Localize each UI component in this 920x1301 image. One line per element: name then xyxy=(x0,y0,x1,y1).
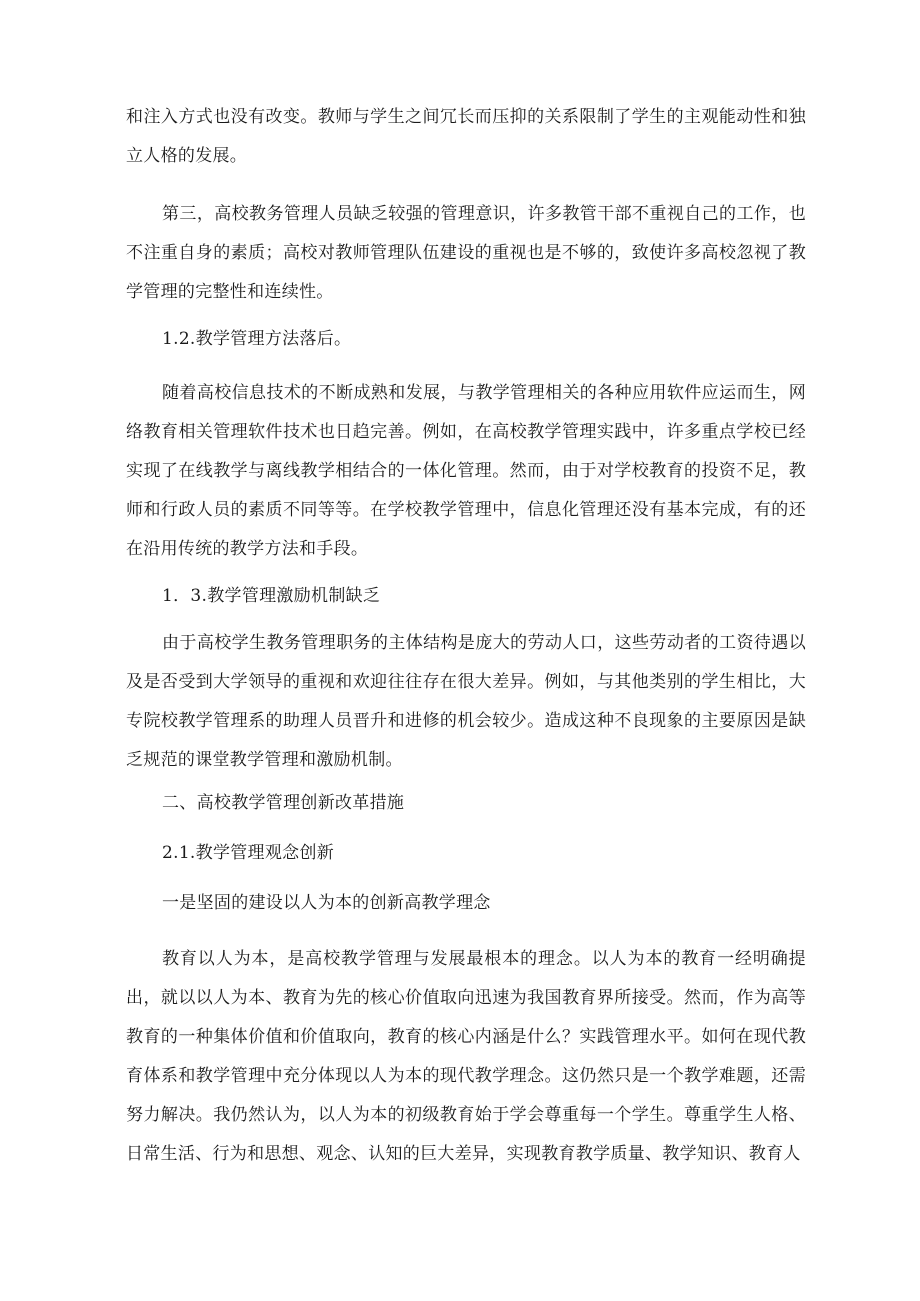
heading-2-1: 2.1.教学管理观念创新 xyxy=(162,843,335,863)
heading-1-2: 1.2.教学管理方法落后。 xyxy=(162,329,352,349)
paragraph-incentive: 由于高校学生教务管理职务的主体结构是庞大的劳动人口，这些劳动者的工资待遇以及是否受到大学领导的重视和欢迎往往存在很大差异。例如，与其他类别的学生相比，大专院校教学管理系的助理人员晋升和进修的机会较少。造成这种不良现象的主要原因是缺乏规范的课堂教学管理和激励机制。 xyxy=(126,633,806,770)
paragraph-information-technology: 随着高校信息技术的不断成熟和发展，与教学管理相关的各种应用软件应运而生，网络教育相关管理软件技术也日趋完善。例如，在高校教学管理实践中，许多重点学校已经实现了在线教学与离线教学相结合的一体化管理。然而，由于对学校教育的投资不足，教师和行政人员的素质不同等等。在学校教学管理中，信息化管理还没有基本完成，有的还在沿用传统的教学方法和手段。 xyxy=(126,383,806,559)
subheading-people-oriented: 一是坚固的建设以人为本的创新高教学理念 xyxy=(162,893,491,913)
heading-section-2: 二、高校教学管理创新改革措施 xyxy=(162,793,405,813)
heading-1-3: 1．3.教学管理激励机制缺乏 xyxy=(162,586,381,606)
paragraph-people-oriented-education: 教育以人为本，是高校教学管理与发展最根本的理念。以人为本的教育一经明确提出，就以以人为本、教育为先的核心价值取向迅速为我国教育界所接受。然而，作为高等教育的一种集体价值和价值取向，教育的核心内涵是什么？实践管理水平。如何在现代教育体系和教学管理中充分体现以人为本的现代教学理念。这仍然只是一个教学难题，还需努力解决。我仍然认为，以人为本的初级教育始于学会尊重每一个学生。尊重学生人格、日常生活、行为和思想、观念、认知的巨大差异，实现教育教学质量、教学知识、教育人 xyxy=(126,949,806,1164)
paragraph-continuation: 和注入方式也没有改变。教师与学生之间冗长而压抑的关系限制了学生的主观能动性和独立人格的发展。 xyxy=(126,107,806,166)
paragraph-third-point: 第三，高校教务管理人员缺乏较强的管理意识，许多教管干部不重视自己的工作，也不注重自身的素质；高校对教师管理队伍建设的重视也是不够的，致使许多高校忽视了教学管理的完整性和连续性。 xyxy=(126,204,806,302)
